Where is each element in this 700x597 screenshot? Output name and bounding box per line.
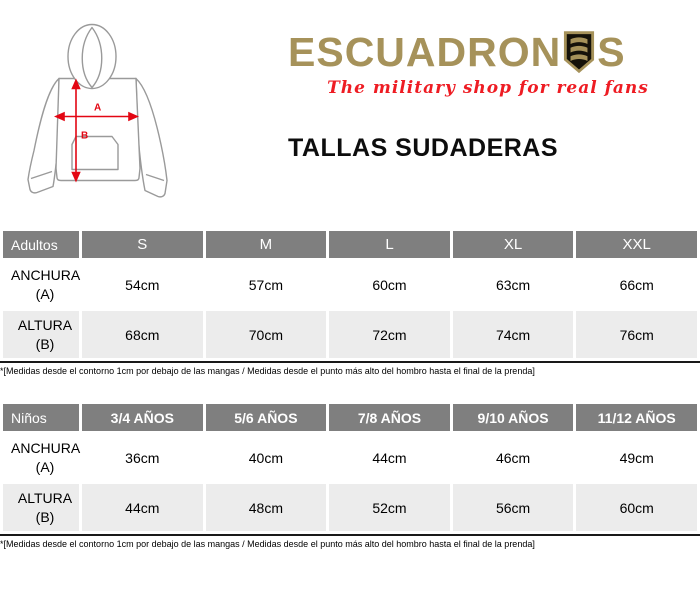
brand-name-suffix: S [597, 28, 626, 75]
row-label-cell [3, 311, 79, 358]
kids-size-table [0, 401, 700, 534]
brand-block [288, 30, 688, 163]
size-column-header: XL [453, 231, 574, 258]
size-value-cell: 74cm [453, 311, 574, 358]
brand-logo [288, 30, 688, 74]
row-label-cell [3, 261, 79, 308]
age-column-header: 3/4 AÑOS [82, 404, 203, 431]
row-label-cell [3, 484, 79, 531]
size-value-cell: 70cm [206, 311, 327, 358]
header-section [0, 0, 700, 228]
kids-header-row [3, 404, 697, 431]
size-value-cell: 60cm [329, 261, 450, 308]
row-label: ANCHURA [11, 440, 81, 457]
measurement-footnote: *[Medidas desde el contorno 1cm por debajo de las mangas / Medidas desde el punto más alto del hombro hasta el final de la prenda] [0, 539, 535, 549]
row-label: ALTURA [17, 490, 73, 507]
table-bottom-rule [0, 361, 700, 363]
size-value-cell: 60cm [576, 484, 697, 531]
adults-header-row [3, 231, 697, 258]
size-value-cell: 49cm [576, 434, 697, 481]
size-value-cell: 72cm [329, 311, 450, 358]
measurement-footnote: *[Medidas desde el contorno 1cm por debajo de las mangas / Medidas desde el punto más alto del hombro hasta el final de la prenda] [0, 366, 535, 376]
size-value-cell: 46cm [453, 434, 574, 481]
adults-corner-header: Adultos [3, 231, 79, 258]
table-row [3, 261, 697, 308]
row-label: ANCHURA [11, 267, 81, 284]
table-bottom-rule [0, 534, 700, 536]
size-column-header: L [329, 231, 450, 258]
size-value-cell: 66cm [576, 261, 697, 308]
adults-size-section [0, 228, 700, 376]
kids-corner-header: Niños [3, 404, 79, 431]
row-sublabel: (A) [35, 458, 55, 475]
size-value-cell: 56cm [453, 484, 574, 531]
size-column-header: XXL [576, 231, 697, 258]
size-value-cell: 63cm [453, 261, 574, 308]
brand-name-prefix: ESCUADRON [288, 28, 562, 75]
kids-size-section [0, 401, 700, 549]
table-row [3, 434, 697, 481]
size-value-cell: 76cm [576, 311, 697, 358]
size-column-header: S [82, 231, 203, 258]
row-sublabel: (B) [35, 335, 55, 352]
size-value-cell: 36cm [82, 434, 203, 481]
page-title: TALLAS SUDADERAS [288, 134, 559, 162]
age-column-header: 5/6 AÑOS [206, 404, 327, 431]
size-value-cell: 44cm [82, 484, 203, 531]
size-value-cell: 52cm [329, 484, 450, 531]
height-arrow-label: B [81, 130, 89, 142]
size-column-header: M [206, 231, 327, 258]
row-sublabel: (B) [35, 508, 55, 525]
size-value-cell: 40cm [206, 434, 327, 481]
chevron-shield-badge-icon [563, 30, 595, 74]
age-column-header: 7/8 AÑOS [329, 404, 450, 431]
adults-size-table [0, 228, 700, 361]
size-value-cell: 48cm [206, 484, 327, 531]
row-label: ALTURA [17, 317, 73, 334]
age-column-header: 11/12 AÑOS [576, 404, 697, 431]
size-value-cell: 44cm [329, 434, 450, 481]
row-label-cell [3, 434, 79, 481]
brand-tagline: The military shop for real fans [327, 78, 649, 98]
table-row [3, 311, 697, 358]
size-value-cell: 68cm [82, 311, 203, 358]
hoodie-measurement-diagram [26, 6, 216, 216]
row-sublabel: (A) [35, 285, 55, 302]
table-row [3, 484, 697, 531]
age-column-header: 9/10 AÑOS [453, 404, 574, 431]
size-value-cell: 54cm [82, 261, 203, 308]
width-arrow-label: A [94, 102, 102, 114]
size-value-cell: 57cm [206, 261, 327, 308]
